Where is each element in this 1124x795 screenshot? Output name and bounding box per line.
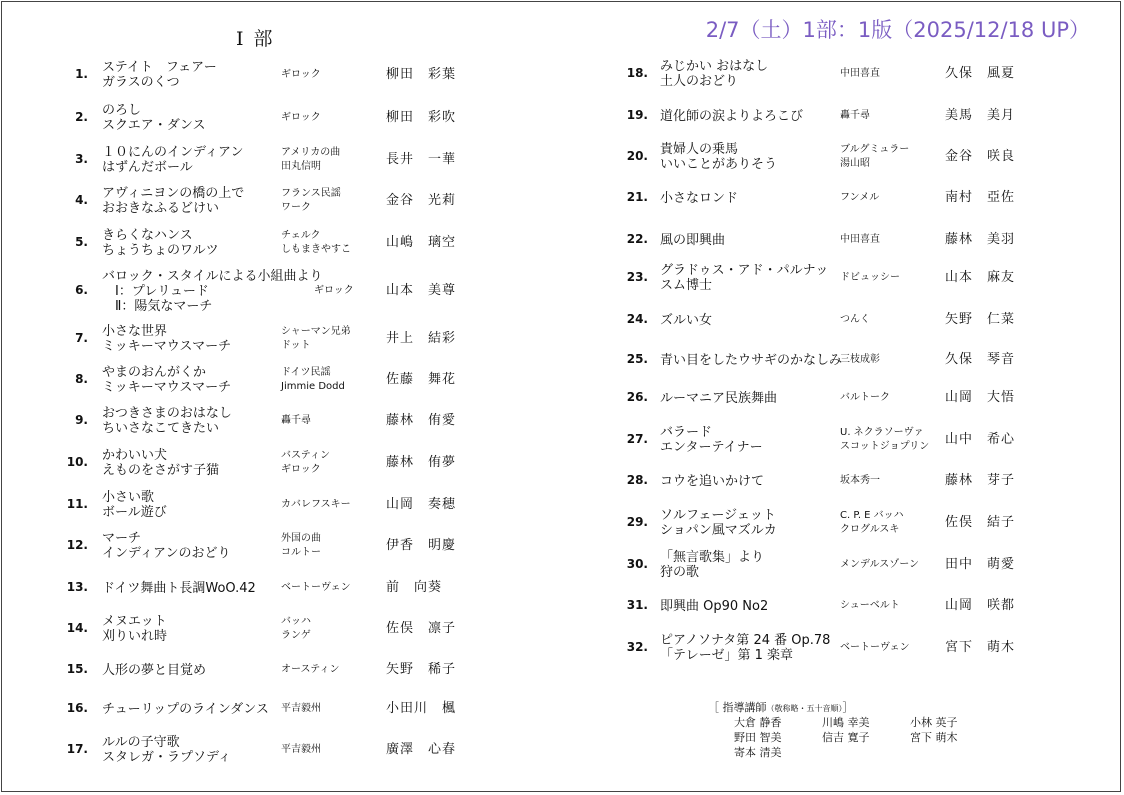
program-performer: 金谷 光莉 xyxy=(386,193,457,208)
program-performer: 矢野 仁菜 xyxy=(945,312,1016,327)
program-composer-line: バルトーク xyxy=(840,392,890,403)
program-performer: 藤林 美羽 xyxy=(945,232,1016,247)
program-number: 12. xyxy=(66,538,88,552)
program-title xyxy=(660,425,763,455)
program-title-line: １０にんのインディアン xyxy=(102,145,244,160)
program-title xyxy=(660,474,764,489)
program-title-line: 青い目をしたウサギのかなしみ xyxy=(660,352,843,368)
program-title-line: メヌエット xyxy=(102,614,167,629)
program-performer: 金谷 咲良 xyxy=(945,149,1016,164)
program-number: 25. xyxy=(626,352,648,366)
program-title-line: ちょうちょのワルツ xyxy=(102,243,219,258)
program-composer xyxy=(840,67,880,81)
program-title-line: ソルフェージェット xyxy=(660,508,776,523)
program-number: 14. xyxy=(66,621,88,635)
program-title-line: 刈りいれ時 xyxy=(102,629,168,644)
program-composer-line: C. P. E バッハ xyxy=(840,510,904,521)
program-number: 6. xyxy=(75,283,88,297)
program-performer: 山嶋 璃空 xyxy=(386,235,457,250)
program-composer-line: コルトー xyxy=(281,547,321,558)
program-title-line: のろし xyxy=(102,103,142,118)
program-title xyxy=(102,60,217,90)
program-number: 15. xyxy=(66,662,88,676)
program-title xyxy=(102,103,205,133)
program-title xyxy=(660,142,777,172)
program-title xyxy=(102,365,231,395)
program-title-line: スクエア・ダンス xyxy=(102,118,206,133)
program-number: 10. xyxy=(66,455,88,469)
program-composer xyxy=(840,391,890,405)
program-composer xyxy=(281,615,311,643)
program-title-line: 小さな世界 xyxy=(102,324,168,339)
program-title xyxy=(102,228,219,258)
program-title-line: 即興曲 Op90 No2 xyxy=(660,598,769,614)
program-title-line: バロック・スタイルによる小組曲より xyxy=(102,268,323,284)
instructors-heading-text: ［ 指導講師 xyxy=(708,701,767,714)
program-title xyxy=(660,109,803,124)
program-title-line: えものをさがす子猫 xyxy=(102,463,220,478)
program-number: 31. xyxy=(626,598,648,612)
program-title-line: チューリップのラインダンス xyxy=(102,701,269,717)
program-composer xyxy=(840,353,880,367)
program-composer xyxy=(840,474,880,488)
program-performer: 田中 萌愛 xyxy=(945,557,1016,572)
program-number: 27. xyxy=(626,432,648,446)
program-composer-line: クログルスキ xyxy=(840,524,900,535)
program-number: 22. xyxy=(626,232,648,246)
program-title-line: バラード xyxy=(660,425,713,440)
program-performer: 柳田 彩吹 xyxy=(386,110,457,125)
program-title-line: スム博士 xyxy=(660,278,713,293)
program-composer-line: ギロック xyxy=(314,285,354,296)
program-title xyxy=(660,191,738,206)
program-title-line: 貴婦人の乗馬 xyxy=(660,142,739,157)
program-title-line: ミッキーマウスマーチ xyxy=(102,380,232,395)
program-composer-line: 外国の曲 xyxy=(281,533,321,544)
program-performer: 長井 一華 xyxy=(386,152,457,167)
program-number: 13. xyxy=(66,580,88,594)
program-number: 1. xyxy=(75,67,88,81)
program-title-line: おおきなふるどけい xyxy=(102,201,220,216)
program-title xyxy=(660,391,777,406)
program-title-line: 道化師の涙よりよろこび xyxy=(660,108,804,124)
program-title-line: 土人のおどり xyxy=(660,74,739,89)
instructor-name: 宮下 萌木 xyxy=(910,731,958,744)
program-composer xyxy=(840,558,919,572)
program-composer-line: チェルク xyxy=(281,230,321,241)
program-title xyxy=(102,406,232,436)
program-title-line: ボール遊び xyxy=(102,505,167,520)
program-composer xyxy=(840,426,929,454)
program-number: 21. xyxy=(626,190,648,204)
program-performer: 佐俣 結子 xyxy=(945,515,1016,530)
program-title-line: 「無言歌集」より xyxy=(660,550,765,565)
program-number: 2. xyxy=(75,110,88,124)
program-performer: 久保 琴音 xyxy=(945,352,1016,367)
instructors-block xyxy=(708,700,958,759)
program-number: 17. xyxy=(66,742,88,756)
program-composer-line: 平吉毅州 xyxy=(281,703,321,714)
program-composer xyxy=(840,143,909,171)
program-title-line: はずんだボール xyxy=(102,160,193,175)
instructor-name: 信吉 寛子 xyxy=(822,731,870,744)
program-title xyxy=(102,269,322,314)
program-title xyxy=(102,531,230,561)
program-composer xyxy=(281,187,341,215)
program-number: 24. xyxy=(626,312,648,326)
program-composer xyxy=(281,581,351,595)
program-performer: 佐藤 舞花 xyxy=(386,372,457,387)
program-performer: 久保 風夏 xyxy=(945,66,1016,81)
program-composer xyxy=(281,146,340,174)
program-title-line: スタレガ・ラプソディ xyxy=(102,750,231,765)
program-title-line: ドイツ舞曲ト長調WoO.42 xyxy=(102,580,256,596)
program-composer-line: ベートーヴェン xyxy=(840,642,910,653)
program-number: 23. xyxy=(626,270,648,284)
program-composer-line: 轟千尋 xyxy=(840,110,870,121)
program-title xyxy=(660,599,768,614)
program-title-line: ショパン風マズルカ xyxy=(660,523,777,538)
program-title-line: ズルい女 xyxy=(660,312,713,328)
program-number: 18. xyxy=(626,66,648,80)
program-title-line: Ⅰ：プレリュード xyxy=(102,283,209,299)
program-number: 3. xyxy=(75,152,88,166)
instructor-name: 野田 智美 xyxy=(734,731,782,744)
program-composer xyxy=(281,663,340,677)
program-composer xyxy=(281,743,321,757)
program-performer: 廣澤 心春 xyxy=(386,742,457,757)
program-composer-line: 三枝成彰 xyxy=(840,354,880,365)
program-composer-line: 中田喜直 xyxy=(840,68,880,79)
program-composer xyxy=(281,498,351,512)
program-composer-line: メンデルスゾーン xyxy=(840,559,919,570)
instructor-name: 寄本 清美 xyxy=(734,746,782,759)
program-composer-line: 田丸信明 xyxy=(281,161,321,172)
program-title-line: マーチ xyxy=(102,531,142,546)
program-title xyxy=(660,633,830,663)
program-composer xyxy=(281,449,330,477)
program-composer xyxy=(840,313,870,327)
program-composer xyxy=(840,233,880,247)
program-title-line: コウを追いかけて xyxy=(660,473,765,489)
program-title xyxy=(660,263,828,293)
part-title: Ⅰ 部 xyxy=(236,28,275,50)
program-composer xyxy=(840,599,900,613)
program-composer xyxy=(840,109,870,123)
program-composer xyxy=(840,191,879,205)
program-composer-line: ワーク xyxy=(281,202,311,213)
program-composer-line: アメリカの曲 xyxy=(281,147,341,158)
program-title xyxy=(102,448,219,478)
program-performer: 井上 結彩 xyxy=(386,331,457,346)
program-title-line: ちいさなこてきたい xyxy=(102,421,220,436)
instructors-note: （敬称略・五十音順） xyxy=(766,704,843,713)
program-title xyxy=(102,324,231,354)
program-composer-line: フンメル xyxy=(840,192,880,203)
program-composer-line: カバレフスキー xyxy=(281,499,351,510)
program-title-line: グラドゥス・アド・パルナッ xyxy=(660,263,829,278)
program-composer xyxy=(840,641,910,655)
program-composer-line: ギロック xyxy=(281,69,321,80)
program-composer-line: ランゲ xyxy=(281,630,311,641)
program-composer xyxy=(281,532,321,560)
program-title-line: ルーマニア民族舞曲 xyxy=(660,390,778,406)
instructor-name: 川嶋 幸美 xyxy=(822,716,870,729)
program-number: 7. xyxy=(75,331,88,345)
instructor-name: 小林 英子 xyxy=(910,716,958,729)
program-title-line: 「テレーゼ」第 1 楽章 xyxy=(660,648,794,663)
program-title-line: きらくなハンス xyxy=(102,228,193,243)
program-title xyxy=(102,663,206,678)
program-composer-line: フランス民謡 xyxy=(281,188,341,199)
program-composer-line: しもまきやすこ xyxy=(281,244,351,255)
program-performer: 前 向葵 xyxy=(386,580,443,595)
program-title xyxy=(102,614,167,644)
program-composer xyxy=(840,271,900,285)
program-composer-line: シャーマン兄弟 xyxy=(281,326,351,337)
program-title xyxy=(660,233,725,248)
program-title-line: みじかい おはなし xyxy=(660,59,769,74)
program-composer-line: ギロック xyxy=(281,112,321,123)
program-title-line: 人形の夢と目覚め xyxy=(102,662,207,678)
program-title xyxy=(102,490,167,520)
program-title xyxy=(102,581,256,596)
program-performer: 柳田 彩葉 xyxy=(386,67,457,82)
program-composer-line: Jimmie Dodd xyxy=(281,381,345,392)
program-composer-line: バスティン xyxy=(281,450,330,461)
program-performer: 南村 亞佐 xyxy=(945,190,1016,205)
program-performer: 宮下 萌木 xyxy=(945,640,1016,655)
event-header: 2/7（土）1部：1版（2025/12/18 UP） xyxy=(705,18,1090,42)
instructors-heading xyxy=(708,700,854,716)
program-composer-line: 中田喜直 xyxy=(840,234,880,245)
program-composer-line: ベートーヴェン xyxy=(281,582,351,593)
program-title-line: 小さなロンド xyxy=(660,190,739,206)
program-title xyxy=(660,313,712,328)
program-title-line: アヴィニヨンの橋の上で xyxy=(102,186,245,201)
program-composer-line: つんく xyxy=(840,314,870,325)
program-composer xyxy=(281,229,351,257)
program-composer-line: 轟千尋 xyxy=(281,415,311,426)
program-number: 20. xyxy=(626,149,648,163)
program-number: 4. xyxy=(75,193,88,207)
program-title-line: 風の即興曲 xyxy=(660,232,726,248)
instructors-heading-end: ］ xyxy=(842,701,854,714)
program-number: 11. xyxy=(66,497,88,511)
program-title-line: ステイト フェアー xyxy=(102,60,217,75)
program-title-line: 狩の歌 xyxy=(660,565,700,580)
program-title-line: いいことがありそう xyxy=(660,157,778,172)
program-title-line: 小さい歌 xyxy=(102,490,155,505)
program-number: 26. xyxy=(626,390,648,404)
program-performer: 山中 希心 xyxy=(945,432,1016,447)
program-title-line: ミッキーマウスマーチ xyxy=(102,339,232,354)
program-number: 16. xyxy=(66,701,88,715)
program-composer-line: ブルグミュラー xyxy=(840,144,910,155)
program-title-line: おつきさまのおはなし xyxy=(102,406,232,421)
program-title-line: ピアノソナタ第 24 番 Op.78 xyxy=(660,633,831,648)
program-composer-line: ギロック xyxy=(281,464,321,475)
program-composer-line: ドット xyxy=(281,340,311,351)
program-title-line: ガラスのくつ xyxy=(102,75,180,90)
program-performer: 藤林 芽子 xyxy=(945,473,1016,488)
program-composer-line: U. ネクラソーヴァ xyxy=(840,427,924,438)
program-performer: 山岡 咲都 xyxy=(945,598,1016,613)
program-performer: 伊香 明慶 xyxy=(386,538,457,553)
program-number: 28. xyxy=(626,473,648,487)
program-composer xyxy=(840,509,904,537)
program-title-line: インディアンのおどり xyxy=(102,546,231,561)
program-composer-line: スコットジョプリン xyxy=(840,441,930,452)
program-number: 5. xyxy=(75,235,88,249)
program-composer xyxy=(314,284,354,298)
program-composer xyxy=(281,111,321,125)
program-performer: 山本 美尊 xyxy=(386,283,457,298)
program-composer xyxy=(281,366,345,394)
program-composer-line: 坂本秀一 xyxy=(840,475,880,486)
program-performer: 矢野 稀子 xyxy=(386,662,457,677)
instructor-name: 大倉 静香 xyxy=(734,716,782,729)
program-composer-line: 湯山昭 xyxy=(840,158,870,169)
program-composer-line: ドビュッシー xyxy=(840,272,900,283)
program-title xyxy=(102,735,231,765)
program-composer-line: シューベルト xyxy=(840,600,900,611)
program-performer: 藤林 侑夢 xyxy=(386,455,457,470)
program-number: 19. xyxy=(626,108,648,122)
program-composer xyxy=(281,325,351,353)
program-title xyxy=(102,145,243,175)
program-title xyxy=(660,59,768,89)
program-performer: 山本 麻友 xyxy=(945,270,1016,285)
program-title-line: かわいい犬 xyxy=(102,448,168,463)
program-number: 29. xyxy=(626,515,648,529)
program-composer-line: オースティン xyxy=(281,664,340,675)
program-composer xyxy=(281,68,321,82)
program-title xyxy=(660,550,764,580)
program-number: 8. xyxy=(75,372,88,386)
program-performer: 山岡 奏穂 xyxy=(386,497,457,512)
program-number: 32. xyxy=(626,640,648,654)
program-composer-line: バッハ xyxy=(281,616,311,627)
program-composer-line: 平吉毅州 xyxy=(281,744,321,755)
program-composer-line: ドイツ民謡 xyxy=(281,367,331,378)
program-composer xyxy=(281,414,311,428)
program-title-line: ルルの子守歌 xyxy=(102,735,180,750)
program-title xyxy=(102,702,269,717)
program-composer xyxy=(281,702,321,716)
program-performer: 佐俣 凛子 xyxy=(386,621,457,636)
program-title xyxy=(102,186,244,216)
program-title-line: やまのおんがくか xyxy=(102,365,207,380)
program-title-line: エンターテイナー xyxy=(660,440,763,455)
program-title-line: Ⅱ：陽気なマーチ xyxy=(102,298,213,314)
program-number: 9. xyxy=(75,413,88,427)
program-performer: 小田川 楓 xyxy=(386,701,457,716)
program-title xyxy=(660,353,842,368)
program-performer: 美馬 美月 xyxy=(945,108,1016,123)
program-performer: 藤林 侑愛 xyxy=(386,413,457,428)
program-title xyxy=(660,508,777,538)
program-number: 30. xyxy=(626,557,648,571)
program-performer: 山岡 大悟 xyxy=(945,390,1016,405)
